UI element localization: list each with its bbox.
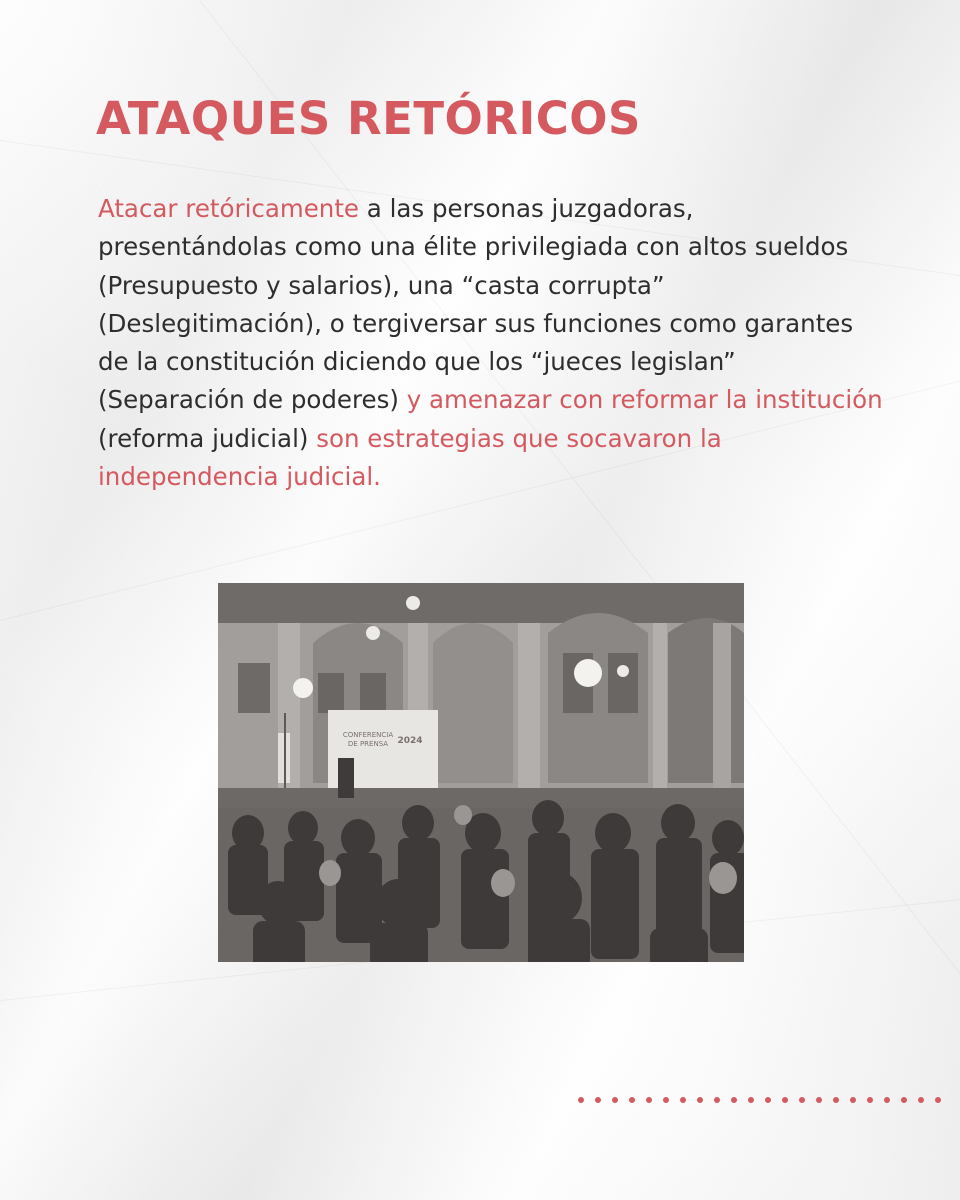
highlight-phrase: y amenazar con reformar la institución (406, 385, 883, 415)
paragraph-text: (reforma judicial) (98, 423, 317, 453)
divider-dot (850, 1097, 856, 1103)
divider-dot (629, 1097, 635, 1103)
divider-dot (884, 1097, 890, 1103)
highlight-phrase: son estrategias que socavaron la independencia judicial. (98, 423, 722, 492)
divider-dot (833, 1097, 839, 1103)
divider-dot (680, 1097, 686, 1103)
backdrop-year: 2024 (397, 736, 423, 746)
dotted-divider (578, 1092, 960, 1108)
divider-dot (595, 1097, 601, 1103)
backdrop-text: DE PRENSA (347, 740, 389, 748)
divider-dot (748, 1097, 754, 1103)
divider-dot (765, 1097, 771, 1103)
divider-dot (816, 1097, 822, 1103)
divider-dot (731, 1097, 737, 1103)
divider-dot (612, 1097, 618, 1103)
divider-dot (782, 1097, 788, 1103)
divider-dot (697, 1097, 703, 1103)
divider-dot (918, 1097, 924, 1103)
divider-dot (578, 1097, 584, 1103)
divider-dot (799, 1097, 805, 1103)
divider-dot (867, 1097, 873, 1103)
divider-dot (935, 1097, 941, 1103)
press-conference-photo (218, 583, 744, 962)
divider-dot (663, 1097, 669, 1103)
paragraph-text: a las personas juzgadoras, presentándolas como una élite privilegiada con altos sueldos (Presupuesto y salarios), una “casta corrupta” (Deslegitimación), o tergiversar sus funciones como garantes de la constitución diciendo que los “jueces legislan” (Separación de poderes) (98, 194, 854, 415)
backdrop-text: CONFERENCIA (342, 731, 394, 739)
body-paragraph (98, 190, 888, 496)
divider-dot (714, 1097, 720, 1103)
divider-dot (901, 1097, 907, 1103)
highlight-phrase: Atacar retóricamente (98, 194, 360, 223)
page-title: ATAQUES RETÓRICOS (96, 92, 641, 145)
divider-dot (646, 1097, 652, 1103)
